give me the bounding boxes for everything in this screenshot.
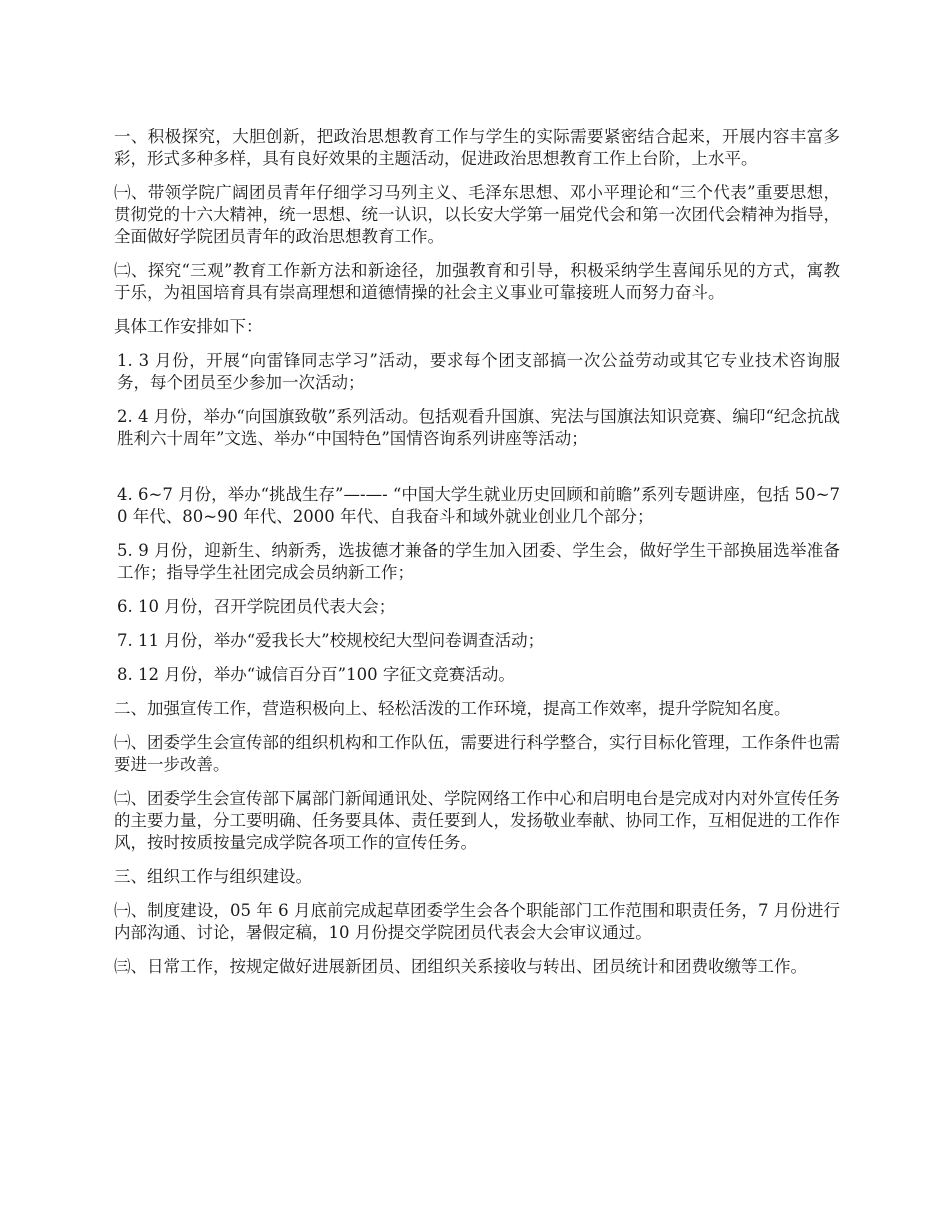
document-body <box>114 126 840 990</box>
list-item: 6. 10 月份，召开学院团员代表大会； <box>117 597 396 616</box>
paragraph: ㈠、带领学院广阔团员青年仔细学习马列主义、毛泽东思想、邓小平理论和“三个代表”重要思想，贯彻党的十六大精神，统一思想、统一认识，以长安大学第一届党代会和第一次团代会精神为指导，全面做好学院团员青年的政治思想教育工作。 <box>114 183 840 246</box>
list-item: 7. 11 月份，举办“爱我长大”校规校纪大型问卷调查活动； <box>117 631 545 650</box>
list-item: 8. 12 月份，举办“诚信百分百”100 字征文竞赛活动。 <box>117 665 515 684</box>
section-heading-3: 三、组织工作与组织建设。 <box>114 867 312 886</box>
list-item: 5. 9 月份，迎新生、纳新秀，选拔德才兼备的学生加入团委、学生会，做好学生干部换届选举准备工作；指导学生社团完成会员纳新工作； <box>117 541 840 582</box>
list-item: 1. 3 月份，开展“向雷锋同志学习”活动，要求每个团支部搞一次公益劳动或其它专业技术咨询服务，每个团员至少参加一次活动； <box>117 351 840 392</box>
paragraph: ㈡、团委学生会宣传部下属部门新闻通讯处、学院网络工作中心和启明电台是完成对内对外宣传任务的主要力量，分工要明确、任务要具体、责任要到人，发扬敬业奉献、协同工作，互相促进的工作作风，按时按质按量完成学院各项工作的宣传任务。 <box>114 789 840 852</box>
section-heading-2: 二、加强宣传工作，营造积极向上、轻松活泼的工作环境，提高工作效率，提升学院知名度。 <box>114 699 791 718</box>
paragraph: ㈢、日常工作，按规定做好进展新团员、团组织关系接收与转出、团员统计和团费收缴等工作。 <box>114 957 807 976</box>
paragraph: ㈡、探究“三观”教育工作新方法和新途径，加强教育和引导，积极采纳学生喜闻乐见的方式，寓教于乐，为祖国培育具有崇高理想和道德情操的社会主义事业可靠接班人而努力奋斗。 <box>114 261 840 302</box>
list-item: 2. 4 月份，举办“向国旗致敬”系列活动。包括观看升国旗、宪法与国旗法知识竞赛、编印“纪念抗战胜利六十周年”文选、举办“中国特色”国情咨询系列讲座等活动； <box>117 407 840 448</box>
paragraph: 具体工作安排如下： <box>114 317 263 336</box>
paragraph: ㈠、制度建设，05 年 6 月底前完成起草团委学生会各个职能部门工作范围和职责任务，7 月份进行内部沟通、讨论，暑假定稿，10 月份提交学院团员代表会大会审议通过。 <box>114 901 840 942</box>
section-heading-1: 一、积极探究，大胆创新，把政治思想教育工作与学生的实际需要紧密结合起来，开展内容丰富多彩，形式多种多样，具有良好效果的主题活动，促进政治思想教育工作上台阶，上水平。 <box>114 127 840 168</box>
list-item: 4. 6~7 月份，举办“挑战生存”—-—- “中国大学生就业历史回顾和前瞻”系列专题讲座，包括 50~70 年代、80~90 年代、2000 年代、自我奋斗和域外就业创业几个部分； <box>117 485 840 526</box>
paragraph: ㈠、团委学生会宣传部的组织机构和工作队伍，需要进行科学整合，实行目标化管理，工作条件也需要进一步改善。 <box>114 733 840 774</box>
